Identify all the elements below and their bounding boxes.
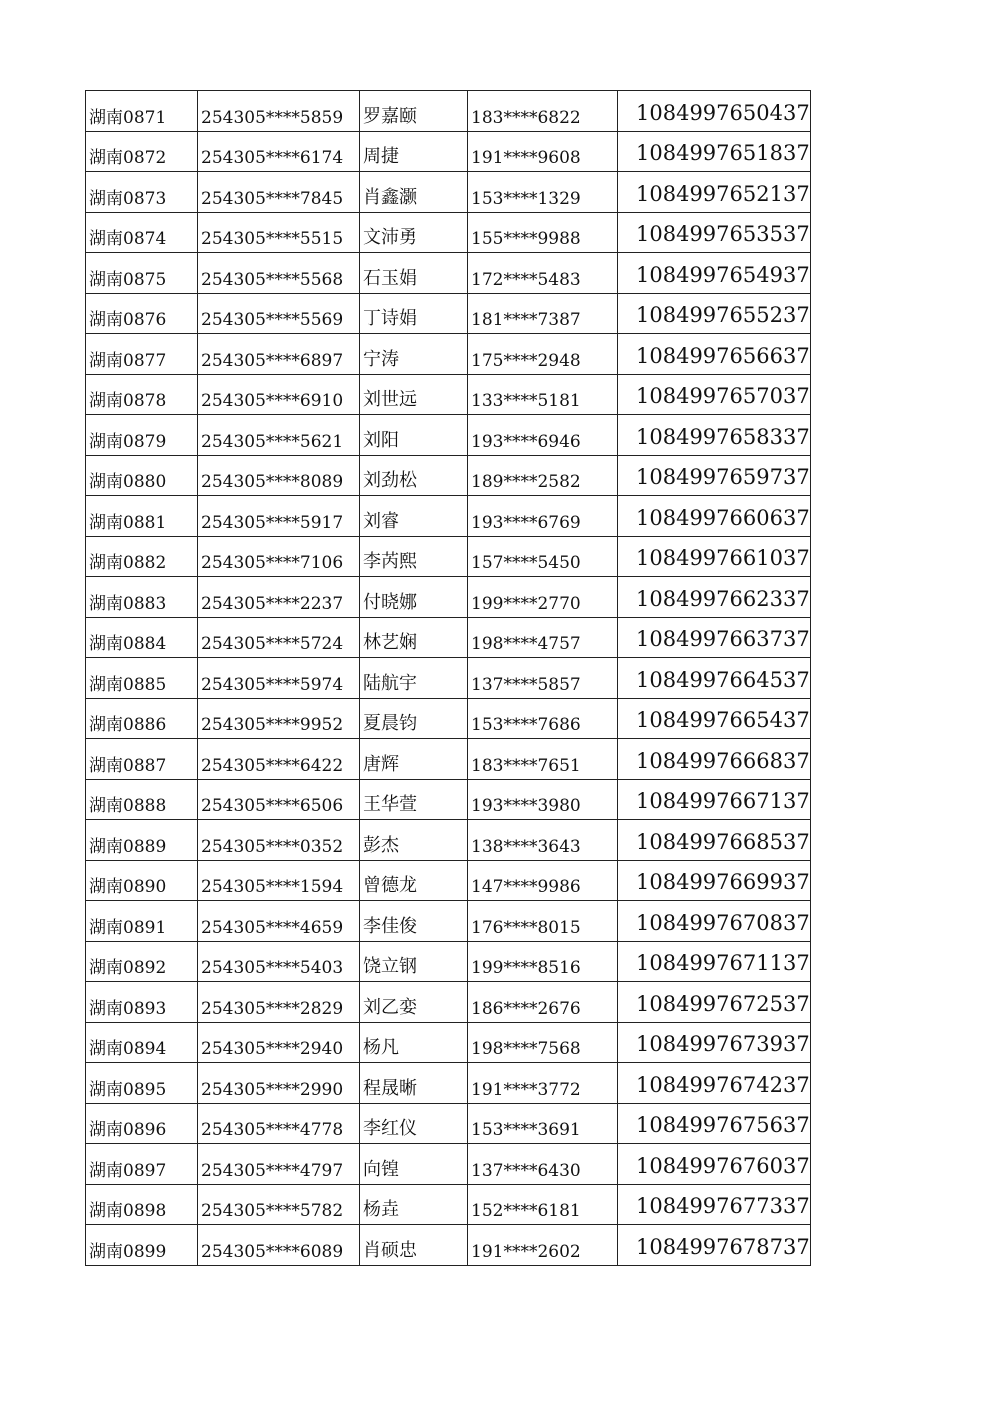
person-name-cell: 唐辉 (360, 739, 468, 780)
record-code-cell: 湖南0873 (86, 172, 198, 213)
masked-phone-cell: 153****7686 (468, 698, 618, 739)
masked-id-cell: 254305****2829 (198, 982, 360, 1023)
person-name-cell: 饶立钢 (360, 941, 468, 982)
masked-id-cell: 254305****6422 (198, 739, 360, 780)
table-row (86, 496, 811, 537)
person-name-cell: 彭杰 (360, 820, 468, 861)
record-code-cell: 湖南0872 (86, 131, 198, 172)
masked-id-cell: 254305****5515 (198, 212, 360, 253)
masked-phone-cell: 199****2770 (468, 577, 618, 618)
person-name-cell: 李芮熙 (360, 536, 468, 577)
masked-phone-cell: 153****1329 (468, 172, 618, 213)
person-name-cell: 李佳俊 (360, 901, 468, 942)
masked-id-cell: 254305****5974 (198, 658, 360, 699)
masked-id-cell: 254305****6174 (198, 131, 360, 172)
masked-phone-cell: 183****7651 (468, 739, 618, 780)
record-code-cell: 湖南0879 (86, 415, 198, 456)
person-name-cell: 文沛勇 (360, 212, 468, 253)
masked-id-cell: 254305****5569 (198, 293, 360, 334)
person-name-cell: 刘阳 (360, 415, 468, 456)
masked-phone-cell: 193****6946 (468, 415, 618, 456)
person-name-cell: 杨垚 (360, 1184, 468, 1225)
tracking-number-cell: 1084997661037 (618, 536, 811, 577)
masked-phone-cell: 198****7568 (468, 1022, 618, 1063)
masked-phone-cell: 175****2948 (468, 334, 618, 375)
masked-phone-cell: 191****2602 (468, 1225, 618, 1266)
record-code-cell: 湖南0876 (86, 293, 198, 334)
person-name-cell: 程晟晰 (360, 1063, 468, 1104)
record-code-cell: 湖南0871 (86, 91, 198, 132)
tracking-number-cell: 1084997662337 (618, 577, 811, 618)
record-code-cell: 湖南0877 (86, 334, 198, 375)
tracking-number-cell: 1084997655237 (618, 293, 811, 334)
person-name-cell: 石玉娟 (360, 253, 468, 294)
tracking-number-cell: 1084997676037 (618, 1144, 811, 1185)
masked-phone-cell: 181****7387 (468, 293, 618, 334)
person-name-cell: 罗嘉颐 (360, 91, 468, 132)
masked-id-cell: 254305****5859 (198, 91, 360, 132)
masked-id-cell: 254305****9952 (198, 698, 360, 739)
tracking-number-cell: 1084997674237 (618, 1063, 811, 1104)
record-code-cell: 湖南0896 (86, 1103, 198, 1144)
table-row (86, 901, 811, 942)
person-name-cell: 刘劲松 (360, 455, 468, 496)
masked-id-cell: 254305****2237 (198, 577, 360, 618)
record-code-cell: 湖南0891 (86, 901, 198, 942)
tracking-number-cell: 1084997651837 (618, 131, 811, 172)
person-name-cell: 刘乙娈 (360, 982, 468, 1023)
tracking-number-cell: 1084997659737 (618, 455, 811, 496)
record-code-cell: 湖南0880 (86, 455, 198, 496)
masked-id-cell: 254305****5403 (198, 941, 360, 982)
masked-phone-cell: 191****3772 (468, 1063, 618, 1104)
record-code-cell: 湖南0895 (86, 1063, 198, 1104)
masked-id-cell: 254305****7845 (198, 172, 360, 213)
masked-id-cell: 254305****6089 (198, 1225, 360, 1266)
table-row (86, 820, 811, 861)
masked-phone-cell: 193****6769 (468, 496, 618, 537)
tracking-number-cell: 1084997654937 (618, 253, 811, 294)
person-name-cell: 刘睿 (360, 496, 468, 537)
tracking-number-cell: 1084997672537 (618, 982, 811, 1023)
record-code-cell: 湖南0883 (86, 577, 198, 618)
record-code-cell: 湖南0892 (86, 941, 198, 982)
record-code-cell: 湖南0882 (86, 536, 198, 577)
masked-id-cell: 254305****5568 (198, 253, 360, 294)
masked-phone-cell: 153****3691 (468, 1103, 618, 1144)
masked-id-cell: 254305****4797 (198, 1144, 360, 1185)
table-row (86, 860, 811, 901)
masked-phone-cell: 137****5857 (468, 658, 618, 699)
masked-id-cell: 254305****4659 (198, 901, 360, 942)
tracking-number-cell: 1084997677337 (618, 1184, 811, 1225)
table-row (86, 253, 811, 294)
tracking-number-cell: 1084997678737 (618, 1225, 811, 1266)
tracking-number-cell: 1084997665437 (618, 698, 811, 739)
masked-id-cell: 254305****7106 (198, 536, 360, 577)
masked-id-cell: 254305****6910 (198, 374, 360, 415)
table-row (86, 779, 811, 820)
table-row (86, 455, 811, 496)
person-name-cell: 夏晨钧 (360, 698, 468, 739)
table-row (86, 658, 811, 699)
masked-phone-cell: 176****8015 (468, 901, 618, 942)
table-row (86, 739, 811, 780)
tracking-number-cell: 1084997663737 (618, 617, 811, 658)
masked-phone-cell: 198****4757 (468, 617, 618, 658)
table-row (86, 1022, 811, 1063)
masked-id-cell: 254305****0352 (198, 820, 360, 861)
table-row (86, 293, 811, 334)
table-row (86, 577, 811, 618)
table-row (86, 374, 811, 415)
record-code-cell: 湖南0888 (86, 779, 198, 820)
table-row (86, 334, 811, 375)
record-code-cell: 湖南0897 (86, 1144, 198, 1185)
masked-phone-cell: 157****5450 (468, 536, 618, 577)
table-row (86, 1063, 811, 1104)
person-name-cell: 杨凡 (360, 1022, 468, 1063)
person-name-cell: 刘世远 (360, 374, 468, 415)
record-code-cell: 湖南0884 (86, 617, 198, 658)
tracking-number-cell: 1084997664537 (618, 658, 811, 699)
masked-phone-cell: 193****3980 (468, 779, 618, 820)
tracking-number-cell: 1084997657037 (618, 374, 811, 415)
masked-phone-cell: 172****5483 (468, 253, 618, 294)
record-code-cell: 湖南0889 (86, 820, 198, 861)
table-row (86, 1225, 811, 1266)
record-code-cell: 湖南0878 (86, 374, 198, 415)
person-name-cell: 李红仪 (360, 1103, 468, 1144)
record-code-cell: 湖南0898 (86, 1184, 198, 1225)
masked-id-cell: 254305****5917 (198, 496, 360, 537)
person-name-cell: 曾德龙 (360, 860, 468, 901)
tracking-number-cell: 1084997670837 (618, 901, 811, 942)
masked-phone-cell: 137****6430 (468, 1144, 618, 1185)
table-row (86, 1144, 811, 1185)
person-name-cell: 付晓娜 (360, 577, 468, 618)
tracking-number-cell: 1084997660637 (618, 496, 811, 537)
masked-id-cell: 254305****5782 (198, 1184, 360, 1225)
record-code-cell: 湖南0899 (86, 1225, 198, 1266)
table-row (86, 415, 811, 456)
record-code-cell: 湖南0886 (86, 698, 198, 739)
tracking-number-cell: 1084997669937 (618, 860, 811, 901)
masked-id-cell: 254305****1594 (198, 860, 360, 901)
records-table-body (86, 91, 811, 1266)
table-row (86, 982, 811, 1023)
table-row (86, 1103, 811, 1144)
person-name-cell: 肖鑫灏 (360, 172, 468, 213)
records-table (85, 90, 811, 1266)
masked-phone-cell: 133****5181 (468, 374, 618, 415)
table-row (86, 536, 811, 577)
record-code-cell: 湖南0875 (86, 253, 198, 294)
tracking-number-cell: 1084997656637 (618, 334, 811, 375)
tracking-number-cell: 1084997652137 (618, 172, 811, 213)
masked-phone-cell: 183****6822 (468, 91, 618, 132)
tracking-number-cell: 1084997671137 (618, 941, 811, 982)
tracking-number-cell: 1084997653537 (618, 212, 811, 253)
masked-phone-cell: 147****9986 (468, 860, 618, 901)
tracking-number-cell: 1084997667137 (618, 779, 811, 820)
masked-phone-cell: 186****2676 (468, 982, 618, 1023)
tracking-number-cell: 1084997666837 (618, 739, 811, 780)
masked-phone-cell: 199****8516 (468, 941, 618, 982)
masked-id-cell: 254305****6897 (198, 334, 360, 375)
person-name-cell: 向锽 (360, 1144, 468, 1185)
masked-id-cell: 254305****6506 (198, 779, 360, 820)
table-row (86, 172, 811, 213)
masked-id-cell: 254305****5621 (198, 415, 360, 456)
masked-phone-cell: 152****6181 (468, 1184, 618, 1225)
masked-phone-cell: 155****9988 (468, 212, 618, 253)
masked-id-cell: 254305****2940 (198, 1022, 360, 1063)
tracking-number-cell: 1084997658337 (618, 415, 811, 456)
masked-id-cell: 254305****4778 (198, 1103, 360, 1144)
person-name-cell: 宁涛 (360, 334, 468, 375)
record-code-cell: 湖南0874 (86, 212, 198, 253)
person-name-cell: 周捷 (360, 131, 468, 172)
person-name-cell: 林艺娴 (360, 617, 468, 658)
table-row (86, 91, 811, 132)
person-name-cell: 肖硕忠 (360, 1225, 468, 1266)
record-code-cell: 湖南0890 (86, 860, 198, 901)
table-row (86, 617, 811, 658)
table-row (86, 212, 811, 253)
person-name-cell: 陆航宇 (360, 658, 468, 699)
masked-phone-cell: 191****9608 (468, 131, 618, 172)
tracking-number-cell: 1084997650437 (618, 91, 811, 132)
record-code-cell: 湖南0893 (86, 982, 198, 1023)
person-name-cell: 丁诗娟 (360, 293, 468, 334)
tracking-number-cell: 1084997675637 (618, 1103, 811, 1144)
person-name-cell: 王华萱 (360, 779, 468, 820)
tracking-number-cell: 1084997673937 (618, 1022, 811, 1063)
masked-id-cell: 254305****2990 (198, 1063, 360, 1104)
masked-id-cell: 254305****5724 (198, 617, 360, 658)
record-code-cell: 湖南0894 (86, 1022, 198, 1063)
table-row (86, 941, 811, 982)
record-code-cell: 湖南0881 (86, 496, 198, 537)
masked-id-cell: 254305****8089 (198, 455, 360, 496)
masked-phone-cell: 189****2582 (468, 455, 618, 496)
table-row (86, 698, 811, 739)
table-row (86, 1184, 811, 1225)
record-code-cell: 湖南0885 (86, 658, 198, 699)
table-row (86, 131, 811, 172)
tracking-number-cell: 1084997668537 (618, 820, 811, 861)
masked-phone-cell: 138****3643 (468, 820, 618, 861)
record-code-cell: 湖南0887 (86, 739, 198, 780)
